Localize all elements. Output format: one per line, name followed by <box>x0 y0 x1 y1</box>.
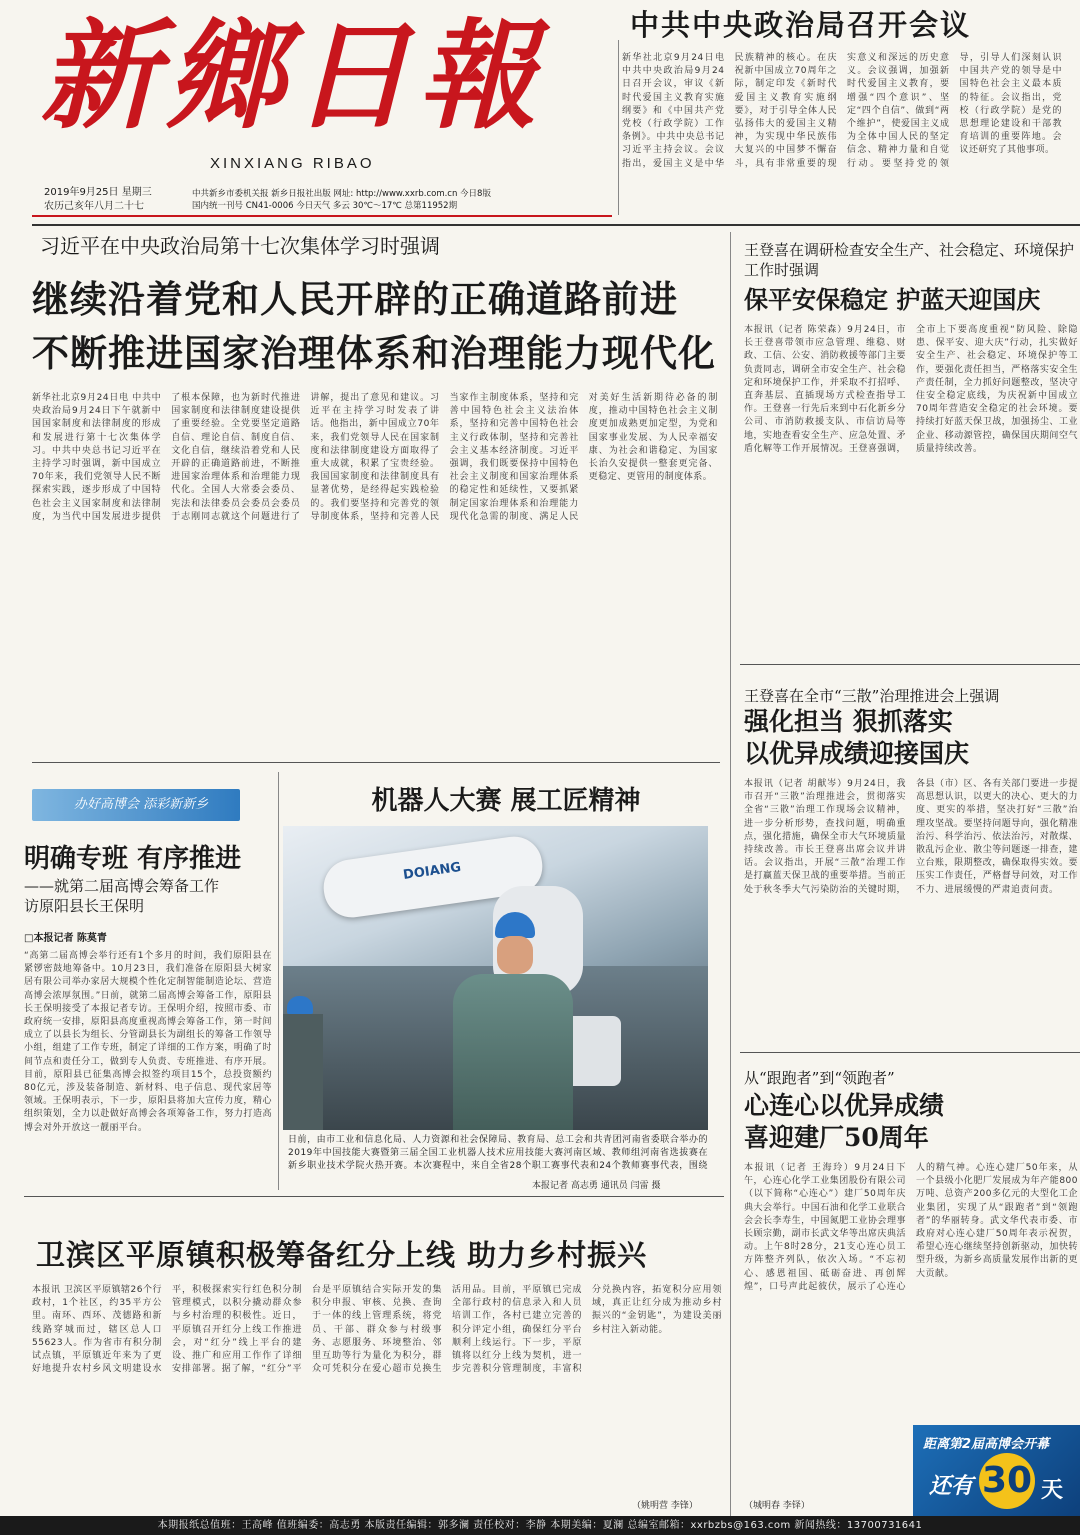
right1-body: 本报讯（记者 陈荣森）9月24日，市长王登喜带领市应急管理、维稳、财政、工信、公安、消防救援等部门主要负责同志，调研全市安全生产、社会稳定和环境保护工作，并采取不打招呼、直奔基层、直插现场方式检查指导工作。王登喜一行先后来到中石化新乡分公司、市消防救援支队、市信访局等地，实地查看安全生产、应急处置、矛盾化解等工作开展情况。王登喜强调，全市上下要高度重视“防风险、除隐患、保平安、迎大庆”行动，扎实做好安全生产、社会稳定、环境保护等工作，要强化责任担当，严格落实安全生产责任制，全力抓好问题整改，坚决守住安全稳定底线，为庆祝新中国成立70周年营造安全稳定的社会环境。要持续打好蓝天保卫战，加强扬尘、工业企业、移动源管控，确保国庆期间空气质量持续改善。 <box>744 325 1078 454</box>
right2-headline-2: 以优异成绩迎接国庆 <box>744 739 970 768</box>
robot-competition-photo <box>283 826 708 1130</box>
right2-body: 本报讯（记者 胡献岑）9月24日，我市召开“三散”治理推进会，贯彻落实全省“三散”治理工作现场会议精神，进一步分析形势，查找问题，明确重点，强化措施，确保全市大气环境质量持续改善。市长王登喜出席会议并讲话。会议指出，开展“三散”治理工作是打赢蓝天保卫战的重要举措。当前正处于秋冬季大气污染防治的关键时期，各县（市）区、各有关部门要进一步提高思想认识，以更大的决心、更大的力度、更实的举措，坚决打好“三散”治理攻坚战。要坚持问题导向，强化精准治污、科学治污、依法治污，对散煤、散乱污企业、散尘等问题逐一排查，建立台账，限期整改，确保取得实效。要压实工作责任，严格督导问效，对工作不力、进展缓慢的严肃追责问责。 <box>744 779 1078 895</box>
worker-face <box>497 936 533 974</box>
top-right-body: 新华社北京9月24日电 中共中央政治局9月24日召开会议，审议《新时代爱国主义教育实施纲要》和《中国共产党党校（行政学院）工作条例》。中共中央总书记习近平主持会议。会议指出，爱国主义是中华民族精神的核心。在庆祝新中国成立70周年之际，制定印发《新时代爱国主义教育实施纲要》，对于引导全体人民弘扬伟大的爱国主义精神，为实现中华民族伟大复兴的中国梦不懈奋斗，具有非常重要的现实意义和深远的历史意义。会议强调，加强新时代爱国主义教育，要增强“四个意识”、坚定“四个自信”、做到“两个维护”，使爱国主义成为全体中国人民的坚定信念、精神力量和自觉行动。要坚持党的领导，引导人们深刻认识中国共产党的领导是中国特色社会主义最本质的特征。会议指出，党校（行政学院）是党的思想理论建设和干部教育培训的重要阵地。会议还研究了其他事项。 <box>622 53 1062 169</box>
mid-left-subhead-1: ——就第二届高博会筹备工作 <box>24 877 220 895</box>
countdown-label: 距离第2届高博会开幕 <box>923 1437 1050 1452</box>
masthead-pinyin: XINXIANG RIBAO <box>210 155 375 172</box>
masthead-logo: 新鄉日報 <box>40 6 545 145</box>
mid-left-body: “高第二届高博会举行还有1个多月的时间，我们原阳县在紧锣密鼓地筹备中。10月23日，我们准备在原阳县大树家居有限公司举办家居大规模个性化定制智能制造论坛、营造高博会浓厚氛围。”日前，就第二届高博会筹备工作，原阳县长王保明接受了本报记者专访。王保明介绍，按照市委、市政府统一安排，原阳县高度重视高博会筹备工作，第一时间成立了以县长为组长、分管副县长为副组长的筹备工作领导小组，组建了工作专班，制定了详细的工作方案，明确了时间节点和责任分工，做到专人负责、专班推进、有序开展。目前，原阳县已征集高博会拟签约项目15个，总投资额约80亿元，涉及装备制造、新材料、电子信息、现代家居等领域。王保明表示，下一步，原阳县将加大宣传力度，精心组织策划，全力以赴做好高博会各项筹备工作，努力打造高博会对外开放这一靓丽平台。 <box>24 951 272 1133</box>
worker-body <box>453 974 573 1130</box>
divider <box>32 762 720 763</box>
banner-text: 办好高博会 添彩新新乡 <box>74 797 209 812</box>
right3-headline-1: 心连心以优异成绩 <box>744 1091 945 1120</box>
bottom-editor: （姚明营 李锋） <box>632 1501 698 1511</box>
divider <box>32 224 1080 226</box>
countdown-unit: 天 <box>1041 1478 1064 1503</box>
right3-editor: （城明春 李铎） <box>744 1501 810 1511</box>
photo-caption: 日前，由市工业和信息化局、人力资源和社会保障局、教育局、总工会和共青团河南省委联合举办的2019年中国技能大赛暨第三届全国工业机器人技术应用技能大赛河南区域、教师组河南省选拔赛在新乡职业技术学院火热开赛。本次赛程中，来自全省28个职工赛事代表和24个教师赛事代表，围绕 <box>288 1135 708 1172</box>
countdown-prefix: 还有 <box>929 1474 974 1499</box>
divider <box>730 232 731 1517</box>
divider <box>278 772 279 1190</box>
countdown-ad <box>913 1425 1080 1522</box>
bottom-headline: 卫滨区平原镇积极筹备红分上线 助力乡村振兴 <box>36 1238 648 1272</box>
right2-kicker: 王登喜在全市“三散”治理推进会上强调 <box>744 687 1000 705</box>
right3-headline-2: 喜迎建厂50周年 <box>744 1123 929 1152</box>
mid-left-headline: 明确专班 有序推进 <box>24 844 242 874</box>
bottom-body: 本报讯 卫滨区平原镇辖26个行政村，1个社区，约35平方公里。南环、西环、茂德路和新线路穿城而过，辖区总人口55623人。作为省市有积分制试点镇，平原镇近年来为了更好地提升农村乡风文明建设水平，积极探索实行红色积分制管理模式，以积分撬动群众参与乡村治理的积极性。近日，平原镇召开红分上线工作推进会，对“红分”线上平台的建设、推广和应用工作作了详细安排部署。据了解，“红分”平台是平原镇结合实际开发的集积分申报、审核、兑换、查询于一体的线上管理系统，将党员、干部、群众参与村级事务、志愿服务、环境整治、邻里互助等行为量化为积分，群众可凭积分在爱心超市兑换生活用品。目前，平原镇已完成全部行政村的信息录入和人员培训工作，各村已建立完善的积分评定小组，确保红分平台顺利上线运行。下一步，平原镇将以红分上线为契机，进一步完善积分管理制度，丰富积分兑换内容，拓宽积分应用领域，真正让红分成为推动乡村振兴的“金钥匙”，为建设美丽乡村注入新动能。 <box>32 1285 722 1375</box>
lead-kicker: 习近平在中央政治局第十七次集体学习时强调 <box>40 234 440 258</box>
divider <box>740 1052 1080 1053</box>
photo-story-headline: 机器人大赛 展工匠精神 <box>371 786 641 816</box>
lead-headline-2: 不断推进国家治理体系和治理能力现代化 <box>32 331 716 375</box>
divider <box>618 40 619 215</box>
mid-left-subhead-2: 访原阳县长王保明 <box>24 897 145 915</box>
photo-credit: 本报记者 高志勇 通讯员 闫雷 摄 <box>532 1181 661 1191</box>
lead-headline-1: 继续沿着党和人民开辟的正确道路前进 <box>32 277 678 321</box>
countdown-number: 30 <box>979 1453 1035 1509</box>
top-right-headline: 中共中央政治局召开会议 <box>630 8 972 42</box>
robot-brand: DOIANG <box>402 860 463 883</box>
date-line: 2019年9月25日 星期三 <box>44 187 152 198</box>
lunar-date-line: 农历己亥年八月二十七 <box>44 201 144 212</box>
divider <box>24 1196 724 1197</box>
registration-line: 国内统一刊号 CN41-0006 今日天气 多云 30℃～17℃ 总第11952期 <box>192 201 458 211</box>
right1-kicker: 王登喜在调研检查安全生产、社会稳定、环境保护工作时强调 <box>744 241 1075 279</box>
right2-headline-1: 强化担当 狠抓落实 <box>744 707 953 736</box>
divider <box>740 664 1080 665</box>
lead-body: 新华社北京9月24日电 中共中央政治局9月24日下午就新中国国家制度和法律制度的形成和发展进行第十七次集体学习。中共中央总书记习近平在主持学习时强调，新中国成立70年来，我们党领导人民不断探索实践，逐步形成了中国特色社会主义国家制度和法律制度，为当代中国发展进步提供了根本保障，也为新时代推进国家制度和法律制度建设提供了重要经验。全党要坚定道路自信、理论自信、制度自信、文化自信，继续沿着党和人民开辟的正确道路前进，不断推进国家治理体系和治理能力现代化。全国人大常委会委员、宪法和法律委员会委员会委员于志刚同志就这个问题进行了讲解，提出了意见和建议。习近平在主持学习时发表了讲话。他指出，新中国成立70年来，我们党领导人民在国家制度和法律制度建设方面取得了重大成就，积累了宝贵经验。我国国家制度和法律制度具有显著优势，是经得起实践检验的。我们要坚持和完善党的领导制度体系，坚持和完善人民当家作主制度体系，坚持和完善中国特色社会主义法治体系，坚持和完善中国特色社会主义行政体制，坚持和完善社会主义基本经济制度。习近平强调，我们既要保持中国特色社会主义制度和国家治理体系的稳定性和延续性，又要抓紧制定国家治理体系和治理能力现代化急需的制度、满足人民对美好生活新期待必备的制度，推动中国特色社会主义制度更加成熟更加定型，为党和国家事业发展、为人民幸福安康、为社会和谐稳定、为国家长治久安提供一整套更完备、更稳定、更管用的制度体系。 <box>32 393 718 522</box>
publisher-block <box>192 188 612 212</box>
date-block <box>44 186 184 214</box>
masthead-rule <box>32 215 612 217</box>
publisher-line: 中共新乡市委机关报 新乡日报社出版 网址: http://www.xxrb.com.cn 今日8版 <box>192 189 491 199</box>
right3-body: 本报讯（记者 王海玲）9月24日下午，心连心化学工业集团股份有限公司（以下简称“心连心”）建厂50周年庆典大会举行。中国石油和化学工业联合会会长李寿生，中国氮肥工业协会理事长顾宗勤，副市长武文华等出席庆典活动。上午8时28分，21支心连心员工方阵整齐列队，依次入场。“不忘初心、感恩祖国、砥砺奋进、再创辉煌”，口号声此起彼伏，展示了心连心人的精气神。心连心建厂50年来，从一个县级小化肥厂发展成为年产能800万吨、总资产200多亿元的大型化工企业集团，实现了从“跟跑者”到“领跑者”的华丽转身。武文华代表市委、市政府对心连心建厂50周年表示祝贺，希望心连心继续坚持创新驱动，加快转型升级，为新乡高质量发展作出新的更大贡献。 <box>744 1163 1078 1292</box>
gaobohui-banner <box>32 789 240 821</box>
footer-text: 本期报纸总值班：王高峰 值班编委：高志勇 本版责任编辑：郭多澜 责任校对：李静 本期美编：夏澜 总编室邮箱：xxrbzbs@163.com 新闻热线：13700731641 <box>157 1520 923 1531</box>
right3-kicker: 从“跟跑者”到“领跑者” <box>744 1069 895 1087</box>
right1-headline: 保平安保稳定 护蓝天迎国庆 <box>744 285 1041 314</box>
mid-left-byline: □本报记者 陈莫青 <box>24 933 107 944</box>
footer-bar <box>0 1516 1080 1535</box>
